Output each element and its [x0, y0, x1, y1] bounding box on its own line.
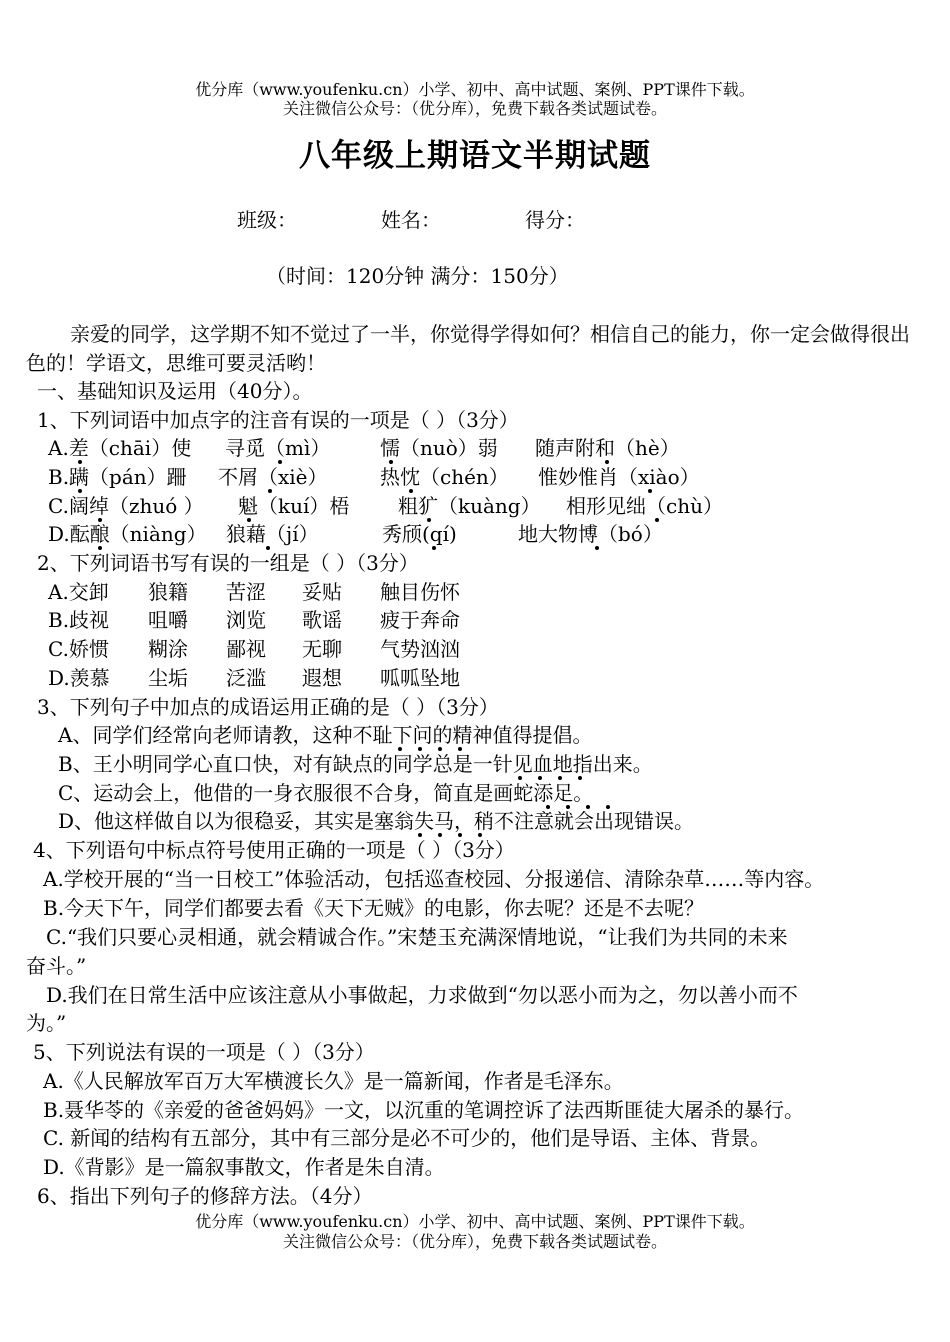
q1-a-2: 寻觅（mì） [225, 436, 331, 460]
emphasis-dot [427, 518, 431, 522]
q2-row-d [0, 664, 950, 692]
q2-a-4: 妥贴 [302, 580, 342, 604]
emphasis-dot [247, 518, 251, 522]
emphasis-dot [566, 805, 570, 809]
q2-c-1: C.娇惯 [48, 637, 109, 661]
q1-d-1: D.酝酿（niàng） [48, 522, 207, 546]
emphasis-dot [458, 747, 462, 751]
q5-option-d: D.《背影》是一篇叙事散文，作者是朱自清。 [43, 1155, 445, 1179]
emphasis-dot [578, 776, 582, 780]
q1-b-1: B.蹒（pán）跚 [48, 465, 187, 489]
emphasis-dot [398, 747, 402, 751]
emphasis-dot [606, 805, 610, 809]
emphasis-dot [518, 776, 522, 780]
q5-option-c: C. 新闻的结构有五部分，其中有三部分是必不可少的，他们是导语、主体、背景。 [43, 1126, 771, 1150]
q2-b-2: 咀嚼 [148, 608, 188, 632]
emphasis-dot [278, 460, 282, 464]
emphasis-dot [98, 518, 102, 522]
time-line: （时间：120分钟 满分：150分） [266, 264, 569, 288]
q1-a-1: A.差（chāi）使 [48, 436, 192, 460]
q1-b-3: 热忱（chén） [380, 465, 509, 489]
q4-option-a: A.学校开展的“当一日校工”体验活动，包括巡查校园、分报递信、清除杂草……等内容。 [43, 867, 825, 891]
q2-a-2: 狼籍 [148, 580, 188, 604]
q2-d-5: 呱呱坠地 [380, 666, 460, 690]
q1-b-2: 不屑（xiè） [218, 465, 328, 489]
q5-option-b: B.聂华苓的《亲爱的爸爸妈妈》一文，以沉重的笔调控诉了法西斯匪徒大屠杀的暴行。 [43, 1098, 805, 1122]
q2-c-2: 糊涂 [148, 637, 188, 661]
q2-d-3: 泛滥 [226, 666, 266, 690]
emphasis-dot [655, 518, 659, 522]
emphasis-dot [538, 776, 542, 780]
emphasis-dot [605, 460, 609, 464]
q2-d-1: D.羡慕 [48, 666, 110, 690]
emphasis-dot [432, 546, 436, 550]
name-label: 姓名： [381, 208, 441, 232]
q2-d-4: 遐想 [302, 666, 342, 690]
q2-b-4: 歌谣 [302, 608, 342, 632]
q5-stem: 5、下列说法有误的一项是（ ）（3分） [33, 1040, 375, 1064]
header-line-2: 关注微信公众号：（优分库），免费下载各类试题试卷。 [282, 99, 667, 118]
q5-option-a: A.《人民解放军百万大军横渡长久》是一篇新闻，作者是毛泽东。 [43, 1069, 624, 1093]
emphasis-dot [438, 747, 442, 751]
q2-a-1: A.交卸 [48, 580, 109, 604]
q1-b-4: 惟妙惟肖（xiào） [538, 465, 700, 489]
q3-option-c: C、运动会上，他借的一身衣服很不合身，简直是画蛇添足。 [58, 781, 594, 805]
q6-stem: 6、指出下列句子的修辞方法。（4分） [37, 1184, 373, 1208]
q2-stem: 2、下列词语书写有误的一组是（ ）（3分） [37, 551, 419, 575]
q1-c-1: C.阔绰（zhuó ） [48, 494, 204, 518]
emphasis-dot [586, 805, 590, 809]
q1-row-d [0, 520, 950, 548]
q3-stem: 3、下列句子中加点的成语运用正确的是（ ）（3分） [37, 695, 499, 719]
q4-stem: 4、下列语句中标点符号使用正确的一项是（ ）（3分） [33, 838, 515, 862]
q4-option-c-line-1: C.“我们只要心灵相通，就会精诚合作。”宋楚玉充满深情地说，“让我们为共同的未来 [46, 925, 788, 949]
emphasis-dot [268, 489, 272, 493]
header-line-1: 优分库（www.youfenku.cn）小学、初中、高中试题、案例、PPT课件下载。 [195, 80, 755, 99]
q1-a-4: 随声附和（hè） [535, 436, 680, 460]
class-label: 班级： [237, 208, 297, 232]
q4-option-c-line-2: 奋斗。” [26, 954, 87, 978]
q1-a-3: 懦（nuò）弱 [380, 436, 498, 460]
q2-b-1: B.歧视 [48, 608, 110, 632]
footer-line-1: 优分库（www.youfenku.cn）小学、初中、高中试题、案例、PPT课件下载。 [195, 1212, 755, 1231]
emphasis-dot [409, 489, 413, 493]
q2-c-5: 气势汹汹 [380, 637, 460, 661]
q1-d-3: 秀颀(qí) [382, 522, 457, 546]
q2-c-3: 鄙视 [226, 637, 266, 661]
q1-row-a [0, 434, 950, 462]
q1-c-3: 粗犷（kuàng） [398, 494, 541, 518]
q1-row-c [0, 492, 950, 520]
q2-a-3: 苦涩 [226, 580, 266, 604]
emphasis-dot [546, 805, 550, 809]
q2-a-5: 触目伤怀 [380, 580, 460, 604]
q2-row-c [0, 635, 950, 663]
q1-d-2: 狼藉（jí） [226, 522, 319, 546]
emphasis-dot [418, 747, 422, 751]
emphasis-dot [558, 776, 562, 780]
q1-c-4: 相形见绌（chù） [566, 494, 723, 518]
q2-d-2: 尘垢 [148, 666, 188, 690]
footer-line-2: 关注微信公众号：（优分库），免费下载各类试题试卷。 [282, 1232, 667, 1251]
emphasis-dot [389, 460, 393, 464]
q2-row-b [0, 606, 950, 634]
q4-option-d-line-1: D.我们在日常生活中应该注意从小事做起，力求做到“勿以恶小而为之，勿以善小而不 [46, 983, 798, 1007]
q4-option-b: B.今天下午，同学们都要去看《天下无贼》的电影，你去呢？还是不去呢？ [43, 896, 705, 920]
emphasis-dot [78, 489, 82, 493]
q1-d-4: 地大物博（bó） [518, 522, 663, 546]
emphasis-dot [595, 546, 599, 550]
page-title: 八年级上期语文半期试题 [299, 138, 651, 174]
q1-row-b [0, 463, 950, 491]
intro-paragraph: 亲爱的同学，这学期不知不觉过了一半，你觉得学得如何？相信自己的能力，你一定会做得很出色的！学语文，思维可要灵活哟！ [26, 322, 910, 375]
emphasis-dot [78, 460, 82, 464]
q2-row-a [0, 578, 950, 606]
emphasis-dot [648, 489, 652, 493]
q3-option-b: B、王小明同学心直口快，对有缺点的同学总是一针见血地指出来。 [58, 752, 653, 776]
q4-option-d-line-2: 为。” [26, 1011, 67, 1035]
q1-stem: 1、下列词语中加点字的注音有误的一项是（ ）（3分） [37, 408, 519, 432]
q2-c-4: 无聊 [302, 637, 342, 661]
q2-b-5: 疲于奔命 [380, 608, 460, 632]
score-label: 得分： [525, 208, 585, 232]
q3-option-d: D、他这样做自以为很稳妥，其实是塞翁失马，稍不注意就会出现错误。 [58, 809, 695, 833]
section-1-heading: 一、基础知识及运用（40分）。 [37, 379, 313, 403]
q3-option-a: A、同学们经常向老师请教，这种不耻下问的精神值得提倡。 [58, 723, 593, 747]
q2-b-3: 浏览 [226, 608, 266, 632]
q1-c-2: 魁（kuí）梧 [238, 494, 350, 518]
